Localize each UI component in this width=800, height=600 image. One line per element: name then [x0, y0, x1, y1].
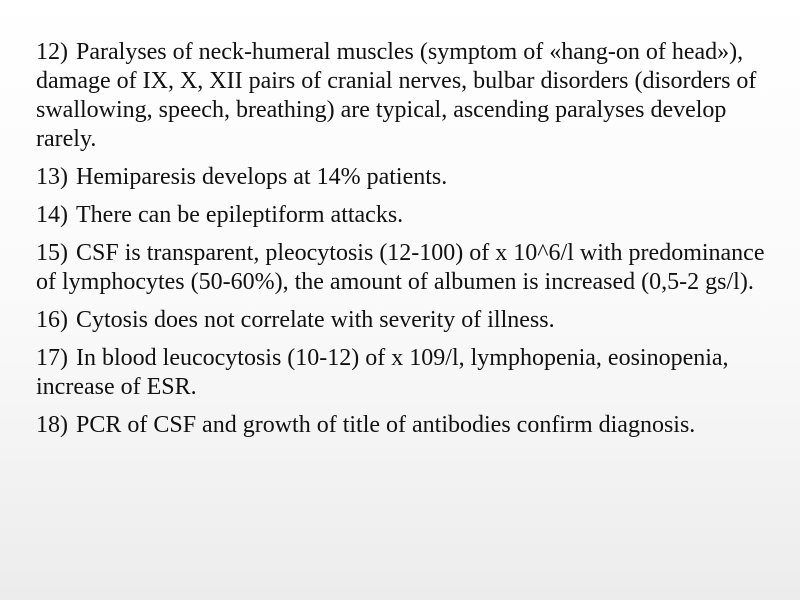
list-item-15 [36, 239, 766, 297]
item-text: CSF is transparent, pleocytosis (12-100) of x 10^6/l with predominance of lymphocytes (50-60%), the amount of albumen is increased (0,5-2 gs/l). [36, 240, 765, 295]
item-number: 12) [36, 39, 68, 65]
item-number: 17) [36, 345, 68, 371]
list-item-17 [36, 344, 766, 402]
list-item-12 [36, 38, 766, 154]
item-text: Cytosis does not correlate with severity of illness. [76, 307, 555, 333]
list-item-13 [36, 163, 766, 192]
item-text: There can be epileptiform attacks. [76, 202, 404, 228]
item-number: 13) [36, 164, 68, 190]
item-number: 14) [36, 202, 68, 228]
list-item-14 [36, 201, 766, 230]
item-text: In blood leucocytosis (10-12) of x 109/l, lymphopenia, eosinopenia, increase of ESR. [36, 345, 729, 400]
list-item-18 [36, 411, 766, 440]
item-number: 16) [36, 307, 68, 333]
item-text: Hemiparesis develops at 14% patients. [76, 164, 448, 190]
item-number: 18) [36, 412, 68, 438]
item-text: PCR of CSF and growth of title of antibodies confirm diagnosis. [76, 412, 696, 438]
numbered-list [36, 38, 766, 449]
list-item-16 [36, 306, 766, 335]
item-text: Paralyses of neck-humeral muscles (symptom of «hang-on of head»), damage of IX, X, XII pairs of cranial nerves, bulbar disorders (disorders of swallowing, speech, breathing) are typical, ascending paralyses develop rarely. [36, 39, 757, 152]
item-number: 15) [36, 240, 68, 266]
